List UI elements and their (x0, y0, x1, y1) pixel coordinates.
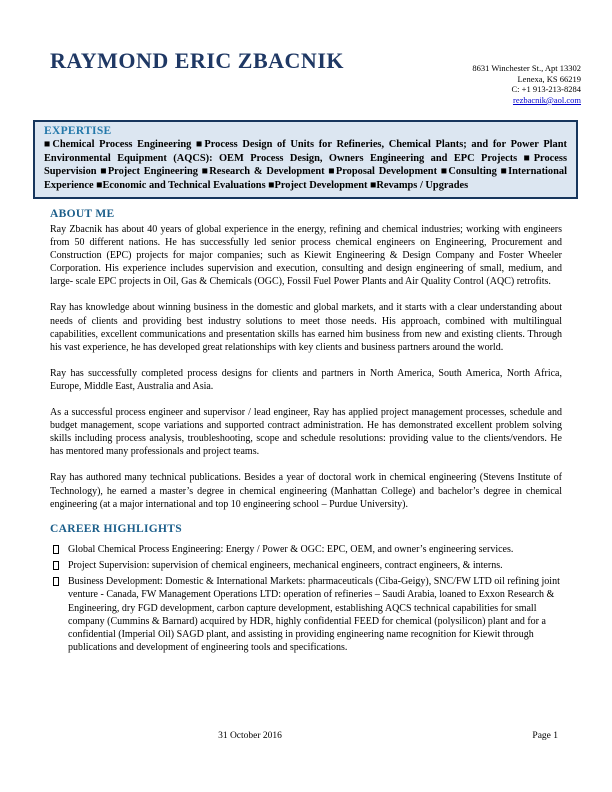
about-paragraph-5: Ray has authored many technical publications. Besides a year of doctoral work in chemical engineering (Stevens Institute of Technology), he earned a master’s degree in chemical engineering (Manhattan College) and bachelor’s degree in chemical engineering (at a major international and top 10 engineering school – Purdue University). (50, 472, 562, 510)
candidate-name: RAYMOND ERIC ZBACNIK (50, 48, 344, 73)
career-item-text: Project Supervision: supervision of chemical engineers, mechanical engineers, contract engineers, & interns. (68, 559, 503, 571)
about-me-heading: ABOUT ME (50, 208, 115, 221)
contact-address-line1: 8631 Winchester St., Apt 13302 (472, 63, 581, 73)
expertise-box (33, 120, 578, 199)
about-paragraph-2: Ray has knowledge about winning business in the domestic and global markets, and it starts with a clear understanding about needs of clients and providing best industry solutions to meet those needs. His approach, combined with multilingual capabilities, excellent communications and presentation skills has earned him business from new and existing clients. Through his vast experience, he has developed great relationships with key clients and business partners around the world. (50, 302, 562, 353)
checkbox-bullet-icon (53, 545, 59, 554)
about-paragraph-3: Ray has successfully completed process designs for clients and partners in North America, South America, North Africa, Europe, Middle East, Australia and Asia. (50, 367, 562, 392)
career-item-text: Global Chemical Process Engineering: Energy / Power & OGC: EPC, OEM, and owner’s engineering services. (68, 543, 514, 555)
list-item (52, 543, 568, 556)
contact-block (472, 63, 581, 105)
contact-address-line2: Lenexa, KS 66219 (517, 73, 581, 84)
expertise-heading: EXPERTISE (44, 125, 112, 138)
list-item (52, 559, 568, 572)
checkbox-bullet-icon (53, 561, 59, 570)
email-link[interactable]: rezbacnik@aol.com (512, 94, 581, 105)
about-paragraph-1: Ray Zbacnik has about 40 years of global experience in the energy, refining and chemical industries; working with engineers from 50 different nations. He has successfully led senior process chemical engineers on Engineering, Procurement and Construction (EPC) projects for major companies; such as Kiewit Engineering & Design Company and Foster Wheeler Corporation. His experience includes supervision and execution, consulting and design engineering of small, medium, and large- scale EPC projects in Oil, Gas & Chemicals (OGC), Fossil Fuel Power Plants and Air Quality Control (AQC) retrofits. (50, 224, 562, 288)
career-highlights-heading: CAREER HIGHLIGHTS (50, 522, 182, 535)
contact-phone: C: +1 913-213-8284 (511, 84, 581, 95)
footer-page-number: Page 1 (532, 731, 558, 741)
career-highlights-list (52, 543, 568, 655)
footer-date: 31 October 2016 (218, 731, 282, 741)
expertise-text: ■Chemical Process Engineering ■Process Design of Units for Refineries, Chemical Plants; and for Power Plant Environmental Equipment (AQCS): OEM Process Design, Owners Engineering and EPC Projects ■Process Supervision ■Project Engineering ■Research & Development ■Proposal Development ■Consulting ■International Experience ■Economic and Technical Evaluations ■Project Development ■Revamps / Upgrades (44, 139, 567, 191)
career-item-text: Business Development: Domestic & International Markets: pharmaceuticals (Ciba-Geigy), SNC/FW LTD oil refining joint venture - Canada, FW Management Operations LTD: operation of refineries – Saudi Arabia, loaned to Exxon Research & Engineering, dry FGD development, carbon capture development, establishing AQCS technical capabilities for small company (Cummins & Barnard) acquired by HDR, highly confidential FEED for chemical (polysilicon) plant and for a confidential (Imperial Oil) SAGD plant, and assisting in providing engineering name recognition for Kiewit through publications and development of engineering tools and specifications. (68, 576, 560, 654)
checkbox-bullet-icon (53, 577, 59, 586)
about-paragraph-4: As a successful process engineer and supervisor / lead engineer, Ray has applied project management processes, schedule and budget management, scope variations and supported contract administration. He has demonstrated excellent problem solving skills including process analysis, troubleshooting, scope and schedule resolutions: providing value to the clients/vendors. He has mentored many professionals and project teams. (50, 407, 562, 458)
list-item (52, 575, 568, 654)
